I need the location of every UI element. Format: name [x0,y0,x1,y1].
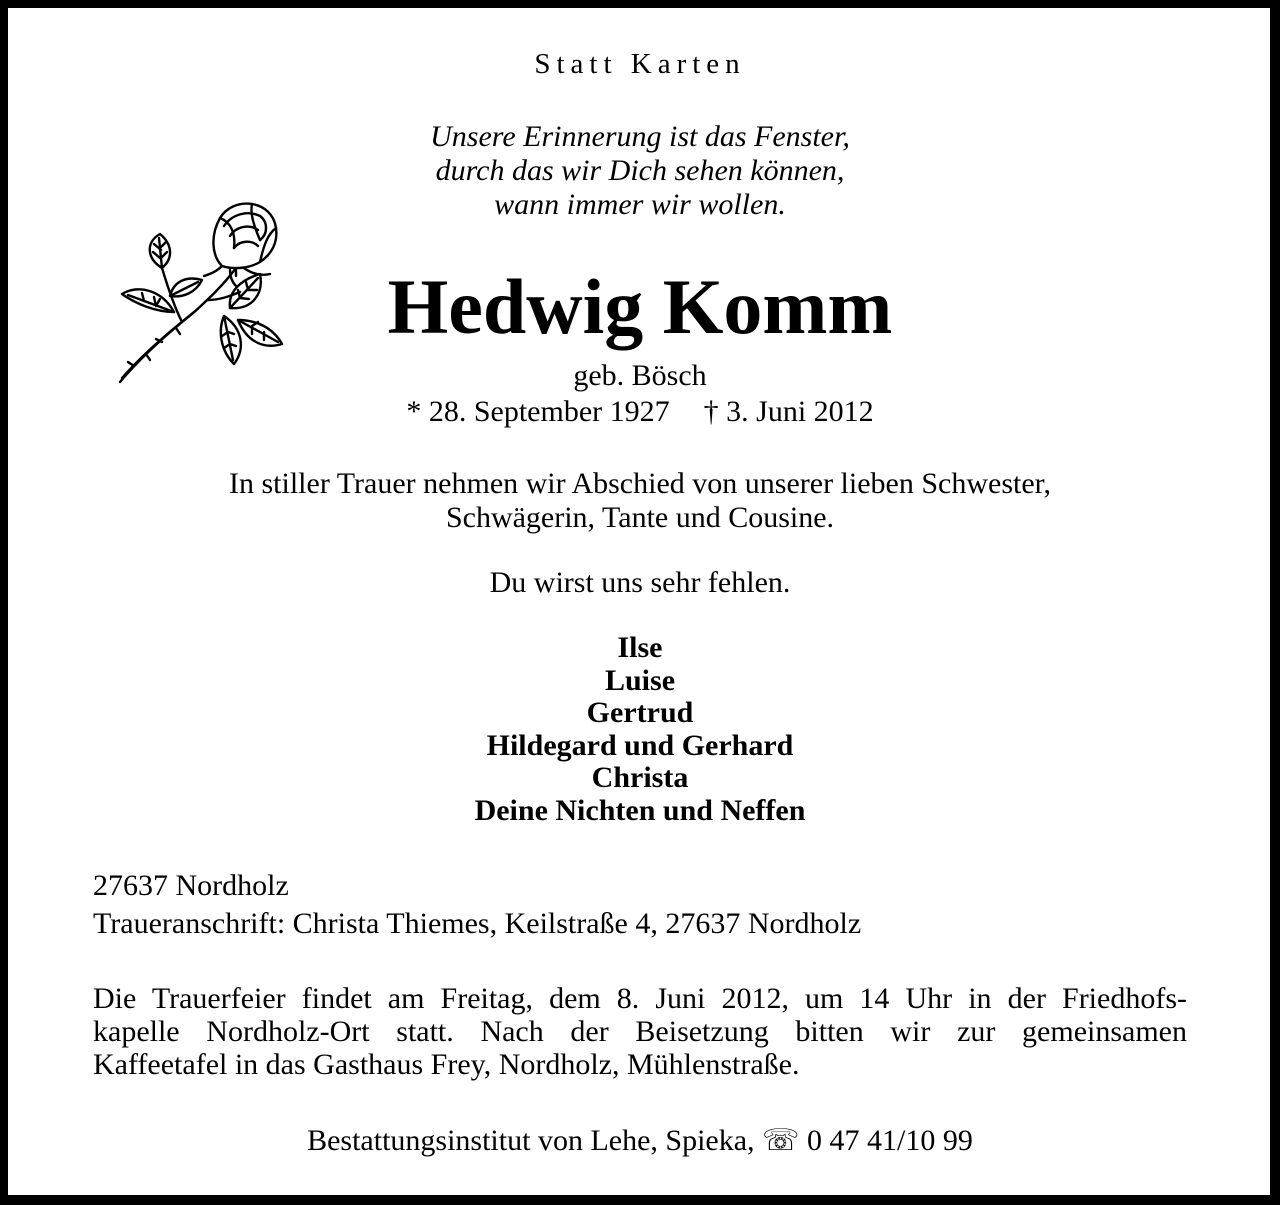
poem-line: wann immer wir wollen. [494,188,786,221]
service-line: Kaffeetafel in das Gasthaus Frey, Nordholz, Mühlenstraße. [93,1048,800,1081]
mourning-address: Traueranschrift: Christa Thiemes, Keilstraße 4, 27637 Nordholz [93,907,862,940]
farewell-text: Du wirst uns sehr fehlen. [489,566,791,599]
mourning-text [0,467,1280,535]
mourner-name: Christa [591,761,689,795]
mourning-line: Schwägerin, Tante und Cousine. [445,501,835,534]
mourners-list [0,632,1280,828]
poem-line: durch das wir Dich sehen können, [435,154,845,187]
birth-date: * 28. September 1927 [406,395,670,428]
service-line: Die Trauerfeier findet am Freitag, dem 8. Juni 2012, um 14 Uhr in der Friedhofs- [93,982,1187,1015]
deceased-name: Hedwig Komm [387,263,893,350]
service-details [93,982,1187,1081]
mourner-name: Ilse [617,631,663,664]
funeral-home: Bestattungsinstitut von Lehe, Spieka, ☏ 0 47 41/10 99 [307,1124,973,1157]
service-line: kapelle Nordholz-Ort statt. Nach der Beisetzung bitten wir zur gemeinsamen [93,1015,1187,1048]
header-statt-karten: Statt Karten [534,48,746,80]
death-date: † 3. Juni 2012 [703,395,874,428]
mourner-name: Hildegard und Gerhard [486,728,794,762]
mourner-name: Gertrud [586,696,694,730]
life-dates [0,394,1280,430]
place: 27637 Nordholz [93,869,289,902]
maiden-name: geb. Bösch [573,359,707,392]
mourning-line: In stiller Trauer nehmen wir Abschied von unserer lieben Schwester, [229,467,1051,500]
mourner-name: Luise [604,663,676,697]
poem-line: Unsere Erinnerung ist das Fenster, [430,120,850,153]
mourner-name: Deine Nichten und Neffen [474,793,806,827]
